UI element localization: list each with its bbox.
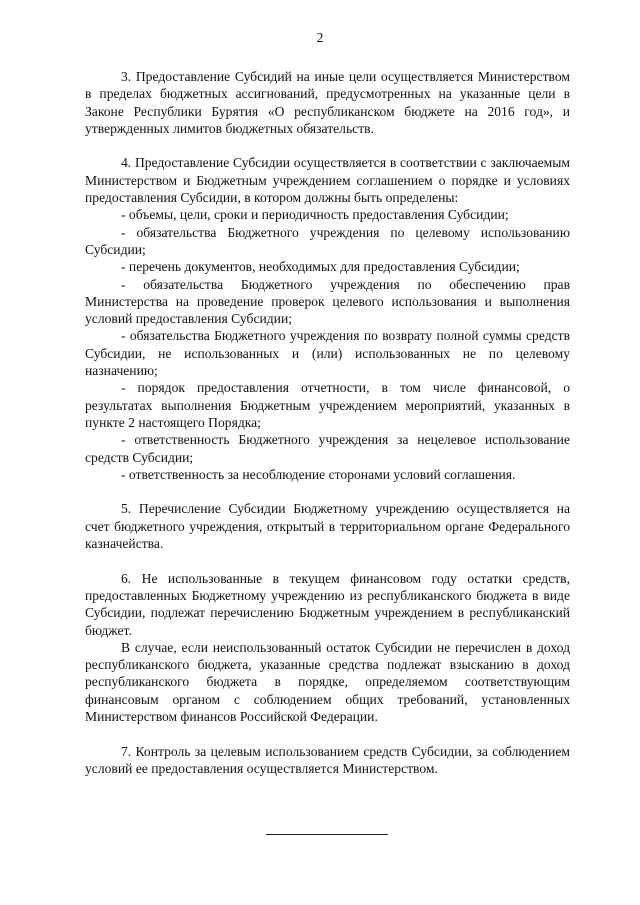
list-item: - порядок предоставления отчетности, в том числе финансовой, о результатах выполнения Бюджетным учреждением мероприятий, указанных в пункте 2 настоящего Порядка; (85, 380, 570, 430)
list-item: - обязательства Бюджетного учреждения по обеспечению прав Министерства на проведение проверок целевого использования и выполнения условий предоставления Субсидии; (85, 276, 570, 327)
list-item: - ответственность Бюджетного учреждения за нецелевое использование средств Субсидии; (85, 432, 570, 465)
end-divider-line (266, 834, 388, 835)
page-number: 2 (316, 30, 324, 45)
list-item: - ответственность за несоблюдение сторонами условий соглашения. (121, 466, 516, 482)
paragraph-gap (85, 725, 570, 742)
paragraph-gap (85, 483, 570, 500)
document-body (85, 68, 570, 777)
paragraph-4: 4. Предоставление Субсидии осуществляется в соответствии с заключаемым Министерством и Бюджетным учреждением соглашением о порядке и условиях предоставления Субсидии, в котором должны быть определены: (85, 155, 570, 206)
paragraph-3: 3. Предоставление Субсидий на иные цели осуществляется Министерством в пределах бюджетных ассигнований, предусмотренных на указанные цели в Законе Республики Бурятия «О республиканском бюджете на 2016 год», и утвержденных лимитов бюджетных обязательств. (85, 69, 570, 136)
list-item: - перечень документов, необходимых для предоставления Субсидии; (121, 259, 520, 275)
paragraph-6: 6. Не использованные в текущем финансовом году остатки средств, предоставленных Бюджетному учреждению из республиканского бюджета в виде Субсидии, подлежат перечислению Бюджетным учреждением в республиканский бюджет. (85, 570, 570, 638)
paragraph-7: 7. Контроль за целевым использованием средств Субсидии, за соблюдением условий ее предоставления осуществляется Министерством. (85, 743, 570, 776)
paragraph-5: 5. Перечисление Субсидии Бюджетному учреждению осуществляется на счет бюджетного учреждения, открытый в территориальном органе Федерального казначейства. (85, 501, 570, 552)
paragraph-gap (85, 137, 570, 154)
list-item: - обязательства Бюджетного учреждения по возврату полной суммы средств Субсидии, не использованных и (или) использованных не по целевому назначению; (85, 328, 570, 379)
list-item: - обязательства Бюджетного учреждения по целевому использованию Субсидии; (85, 224, 570, 257)
list-item: - объемы, цели, сроки и периодичность предоставления Субсидии; (121, 207, 509, 223)
paragraph-6-continued: В случае, если неиспользованный остаток Субсидии не перечислен в доход республиканского бюджета, указанные средства подлежат взысканию в доход республиканского бюджета в порядке, определяемом соответствующим финансовым органом с соблюдением общих требований, установленных Министерством финансов Российской Федерации. (85, 639, 570, 724)
paragraph-gap (85, 552, 570, 569)
